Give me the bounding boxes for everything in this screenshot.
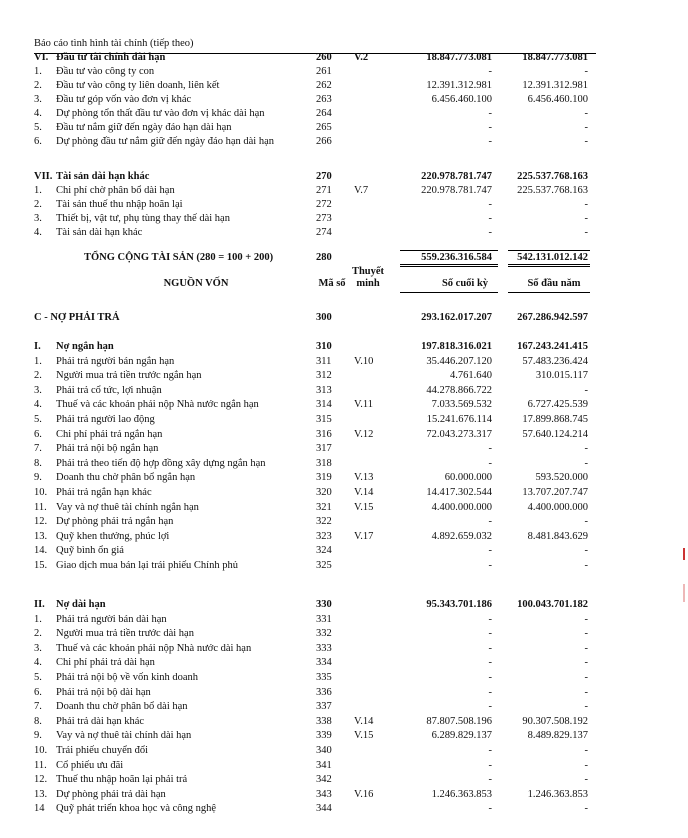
row-note: V.16 — [354, 788, 374, 800]
row-note: V.11 — [354, 399, 373, 411]
row-code: 321 — [316, 501, 332, 513]
table-row — [0, 107, 688, 121]
column-header-code: Mã số — [318, 278, 346, 289]
row-code: 319 — [316, 472, 332, 484]
row-label: Thiết bị, vật tư, phụ tùng thay thế dài hạn — [56, 213, 230, 224]
row-value-end: 6.456.460.100 — [431, 94, 492, 105]
table-row — [0, 384, 688, 398]
row-code: 337 — [316, 701, 332, 713]
row-number: 2. — [34, 80, 42, 91]
table-row — [0, 212, 688, 226]
row-code: 272 — [316, 199, 332, 210]
table-row — [0, 369, 688, 383]
table-row — [0, 79, 688, 93]
row-value-end: 44.278.866.722 — [426, 384, 492, 396]
row-value-end: 4.892.659.032 — [431, 530, 492, 542]
row-code: 344 — [316, 803, 332, 815]
row-value-begin: 310.015.117 — [535, 370, 588, 382]
table-row — [0, 613, 688, 627]
row-value-begin: - — [584, 774, 588, 786]
table-row — [0, 729, 688, 743]
row-code: 325 — [316, 560, 332, 571]
row-code: 311 — [316, 355, 332, 367]
row-value-end: - — [488, 443, 492, 455]
row-number: I. — [34, 341, 41, 352]
column-header-end: Số cuối kỳ — [441, 278, 489, 289]
row-value-begin: - — [584, 759, 588, 771]
row-value-end: - — [488, 672, 492, 683]
row-label: Thuế và các khoản phải nộp Nhà nước dài hạn — [56, 642, 252, 654]
row-value-end: 4.400.000.000 — [431, 501, 492, 513]
row-value-begin: - — [584, 136, 588, 147]
row-label: Quỹ phát triển khoa học và công nghệ — [56, 803, 217, 815]
row-value-begin: - — [584, 545, 588, 557]
row-value-begin: 12.391.312.981 — [522, 80, 588, 91]
row-number: 10. — [34, 745, 48, 756]
row-label: Chi phí phải trả dài hạn — [56, 657, 155, 669]
row-value-begin: 225.537.768.163 — [517, 185, 588, 196]
table-row — [0, 457, 688, 471]
row-code: 330 — [316, 599, 332, 610]
total-double-rule-begin — [508, 264, 590, 267]
row-code: 340 — [316, 745, 332, 756]
row-label: Dự phòng phải trả ngắn hạn — [56, 516, 174, 528]
row-number: 6. — [34, 686, 42, 698]
row-label: Phải trả cổ tức, lợi nhuận — [56, 384, 162, 396]
row-value-begin: - — [584, 516, 588, 528]
row-value-end: - — [488, 227, 492, 238]
row-value-end: 197.818.316.021 — [421, 341, 492, 352]
row-number: 11. — [34, 501, 47, 513]
row-number: 4. — [34, 108, 42, 119]
row-number: 4. — [34, 227, 42, 238]
row-label: Đầu tư nắm giữ đến ngày đáo hạn dài hạn — [56, 122, 232, 133]
row-number: 3. — [34, 213, 42, 224]
row-code: 317 — [316, 443, 332, 455]
row-number: 1. — [34, 355, 42, 367]
row-value-begin: 100.043.701.182 — [517, 599, 588, 610]
liabilities-begin: 267.286.942.597 — [517, 312, 588, 323]
row-label: Đầu tư vào công ty con — [56, 66, 155, 77]
row-number: 9. — [34, 730, 42, 742]
row-value-end: - — [488, 701, 492, 713]
row-note: V.10 — [354, 355, 374, 367]
table-row — [0, 744, 688, 758]
row-number: 6. — [34, 428, 42, 440]
row-number: 15. — [34, 560, 48, 571]
row-label: Dự phòng đầu tư nắm giữ đến ngày đáo hạn dài hạn — [56, 136, 274, 147]
row-label: Phải trả nội bộ ngắn hạn — [56, 443, 159, 455]
row-value-begin: 17.899.868.745 — [522, 414, 588, 425]
row-value-begin: - — [584, 803, 588, 815]
table-row — [0, 65, 688, 79]
row-value-begin: 8.481.843.629 — [527, 530, 588, 542]
row-value-begin: - — [584, 701, 588, 713]
row-number: 2. — [34, 628, 42, 640]
table-row — [0, 121, 688, 135]
table-row — [0, 773, 688, 787]
column-header-note-1: Thuyết — [351, 266, 385, 277]
table-row — [0, 559, 688, 573]
row-label: Trái phiếu chuyển đổi — [56, 745, 149, 756]
table-row — [0, 413, 688, 427]
table-row — [0, 715, 688, 729]
row-code: 320 — [316, 487, 332, 498]
row-code: 331 — [316, 613, 332, 625]
row-label: Tài sản dài hạn khác — [56, 227, 143, 238]
table-row — [0, 700, 688, 714]
row-number: 2. — [34, 199, 42, 210]
total-assets-label: TỔNG CỘNG TÀI SẢN (280 = 100 + 200) — [84, 252, 274, 263]
row-number: VII. — [34, 171, 53, 182]
row-number: 4. — [34, 399, 42, 411]
table-row — [0, 501, 688, 515]
row-label: Dự phòng phải trả dài hạn — [56, 788, 166, 800]
row-label: Phải trả người lao động — [56, 414, 155, 425]
row-value-end: 220.978.781.747 — [421, 171, 492, 182]
row-value-begin: - — [584, 199, 588, 210]
row-value-end: 18.847.773.081 — [426, 52, 492, 63]
liabilities-row — [0, 311, 688, 325]
row-value-end: 6.289.829.137 — [431, 730, 492, 742]
row-number: 14. — [34, 545, 48, 557]
row-code: 314 — [316, 399, 332, 411]
row-number: 7. — [34, 443, 42, 455]
table-row — [0, 802, 688, 816]
row-value-begin: 13.707.207.747 — [522, 487, 588, 498]
row-code: 274 — [316, 227, 332, 238]
total-assets-row — [0, 251, 688, 265]
liabilities-code: 300 — [316, 312, 332, 323]
row-code: 262 — [316, 80, 332, 91]
row-value-end: 72.043.273.317 — [426, 428, 492, 440]
row-value-end: - — [488, 136, 492, 147]
row-value-end: 95.343.701.186 — [426, 599, 492, 610]
row-code: 270 — [316, 171, 332, 182]
row-label: Phải trả người bán dài hạn — [56, 613, 167, 625]
table-row — [0, 51, 688, 65]
row-value-begin: 90.307.508.192 — [522, 715, 588, 727]
row-label: Người mua trả tiền trước dài hạn — [56, 628, 194, 640]
row-value-end: - — [488, 745, 492, 756]
row-value-begin: - — [584, 745, 588, 756]
margin-mark — [683, 548, 685, 560]
row-value-end: 7.033.569.532 — [431, 399, 492, 411]
row-value-end: 35.446.207.120 — [426, 355, 492, 367]
row-value-begin: 18.847.773.081 — [522, 52, 588, 63]
row-label: Tài sản thuế thu nhập hoãn lại — [56, 199, 183, 210]
row-code: 263 — [316, 94, 332, 105]
row-value-begin: - — [584, 560, 588, 571]
row-note: V.17 — [354, 530, 374, 542]
row-code: 336 — [316, 686, 332, 698]
row-number: 14 — [34, 803, 45, 815]
row-number: 1. — [34, 66, 42, 77]
row-number: 3. — [34, 642, 42, 654]
row-label: Quỹ khen thưởng, phúc lợi — [56, 530, 170, 542]
row-code: 322 — [316, 516, 332, 528]
table-row — [0, 788, 688, 802]
table-row — [0, 759, 688, 773]
row-code: 261 — [316, 66, 332, 77]
row-value-end: - — [488, 613, 492, 625]
table-row — [0, 598, 688, 612]
row-value-begin: - — [584, 613, 588, 625]
row-code: 264 — [316, 108, 332, 119]
row-value-begin: 225.537.768.163 — [517, 171, 588, 182]
column-header-rule-begin — [508, 292, 590, 293]
row-label: Giao dịch mua bán lại trái phiếu Chính phủ — [56, 560, 238, 571]
row-value-end: - — [488, 803, 492, 815]
row-value-begin: - — [584, 384, 588, 396]
row-label: Phải trả ngắn hạn khác — [56, 487, 152, 498]
row-value-end: - — [488, 457, 492, 469]
column-header-begin: Số đầu năm — [527, 278, 581, 289]
row-code: 341 — [316, 759, 332, 771]
margin-mark — [683, 584, 685, 602]
row-label: Cổ phiếu ưu đãi — [56, 759, 124, 771]
row-value-end: - — [488, 213, 492, 224]
row-note: V.14 — [354, 487, 374, 498]
column-header-note-2: minh — [356, 278, 380, 289]
row-note: V.2 — [354, 52, 369, 63]
table-row — [0, 340, 688, 354]
row-number: 3. — [34, 94, 42, 105]
row-value-begin: - — [584, 213, 588, 224]
row-number: 10. — [34, 487, 48, 498]
row-label: Phải trả nội bộ về vốn kinh doanh — [56, 672, 199, 683]
row-code: 265 — [316, 122, 332, 133]
table-row — [0, 398, 688, 412]
row-value-begin: - — [584, 628, 588, 640]
row-label: Nợ dài hạn — [56, 599, 106, 610]
row-number: 5. — [34, 122, 42, 133]
row-code: 271 — [316, 185, 332, 196]
row-value-begin: 57.483.236.424 — [522, 355, 588, 367]
row-label: Đầu tư góp vốn vào đơn vị khác — [56, 94, 192, 105]
table-row — [0, 442, 688, 456]
row-value-end: 220.978.781.747 — [421, 185, 492, 196]
row-value-begin: 57.640.124.214 — [522, 428, 588, 440]
row-number: 13. — [34, 788, 48, 800]
row-value-end: 4.761.640 — [450, 370, 492, 382]
row-label: Thuế thu nhập hoãn lại phải trả — [56, 774, 188, 786]
row-code: 343 — [316, 788, 332, 800]
row-code: 338 — [316, 715, 332, 727]
row-number: 4. — [34, 657, 42, 669]
table-row — [0, 627, 688, 641]
row-label: Chi phí chờ phân bổ dài hạn — [56, 185, 175, 196]
row-value-begin: - — [584, 642, 588, 654]
table-row — [0, 355, 688, 369]
table-row — [0, 544, 688, 558]
total-rule-begin — [508, 250, 590, 251]
total-assets-begin: 542.131.012.142 — [517, 252, 588, 263]
row-code: 260 — [316, 52, 332, 63]
row-value-end: 1.246.363.853 — [431, 788, 492, 800]
row-code: 315 — [316, 414, 332, 425]
row-code: 273 — [316, 213, 332, 224]
row-label: Đầu tư tài chính dài hạn — [56, 52, 166, 63]
row-code: 266 — [316, 136, 332, 147]
row-note: V.13 — [354, 472, 374, 484]
row-value-begin: - — [584, 686, 588, 698]
row-number: 12. — [34, 516, 48, 528]
table-row — [0, 486, 688, 500]
table-row — [0, 530, 688, 544]
row-label: Phải trả nội bộ dài hạn — [56, 686, 151, 698]
table-row — [0, 170, 688, 184]
table-row — [0, 642, 688, 656]
row-label: Vay và nợ thuê tài chính ngắn hạn — [56, 501, 199, 513]
row-label: Phải trả theo tiến độ hợp đồng xây dựng ngắn hạn — [56, 457, 266, 469]
total-assets-code: 280 — [316, 252, 332, 263]
row-note: V.12 — [354, 428, 374, 440]
row-value-begin: 8.489.829.137 — [527, 730, 588, 742]
row-code: 316 — [316, 428, 332, 440]
row-number: 8. — [34, 457, 42, 469]
row-note: V.15 — [354, 501, 374, 513]
table-row — [0, 671, 688, 685]
row-note: V.7 — [354, 185, 369, 196]
row-value-end: - — [488, 774, 492, 786]
row-number: 8. — [34, 715, 42, 727]
row-value-begin: 6.456.460.100 — [527, 94, 588, 105]
row-value-begin: 167.243.241.415 — [517, 341, 588, 352]
row-label: Phải trả dài hạn khác — [56, 715, 145, 727]
table-row — [0, 135, 688, 149]
column-header-rule-end — [400, 292, 498, 293]
table-row — [0, 226, 688, 240]
table-row — [0, 656, 688, 670]
table-row — [0, 198, 688, 212]
row-value-end: - — [488, 560, 492, 571]
row-label: Dự phòng tổn thất đầu tư vào đơn vị khác dài hạn — [56, 108, 265, 119]
row-value-end: - — [488, 657, 492, 669]
row-value-end: - — [488, 759, 492, 771]
row-value-begin: 1.246.363.853 — [527, 788, 588, 800]
row-label: Quỹ bình ổn giá — [56, 545, 124, 557]
row-code: 312 — [316, 370, 332, 382]
row-value-begin: - — [584, 108, 588, 119]
row-value-begin: - — [584, 657, 588, 669]
row-value-end: - — [488, 686, 492, 698]
row-label: Thuế và các khoản phải nộp Nhà nước ngắn hạn — [56, 399, 259, 411]
row-value-begin: - — [584, 672, 588, 683]
row-code: 323 — [316, 530, 332, 542]
row-value-begin: - — [584, 66, 588, 77]
row-label: Doanh thu chờ phân bổ ngắn hạn — [56, 472, 196, 484]
total-assets-end: 559.236.316.584 — [421, 252, 492, 263]
row-value-end: - — [488, 516, 492, 528]
row-code: 310 — [316, 341, 332, 352]
row-value-end: - — [488, 108, 492, 119]
table-row — [0, 686, 688, 700]
row-code: 339 — [316, 730, 332, 742]
row-number: 9. — [34, 472, 42, 484]
row-code: 313 — [316, 384, 332, 396]
table-row — [0, 93, 688, 107]
row-value-end: 60.000.000 — [444, 472, 492, 484]
row-value-end: - — [488, 199, 492, 210]
row-number: 5. — [34, 414, 42, 425]
row-value-end: 14.417.302.544 — [426, 487, 492, 498]
row-number: 12. — [34, 774, 48, 786]
row-value-begin: - — [584, 443, 588, 455]
table-row — [0, 515, 688, 529]
row-value-end: 12.391.312.981 — [426, 80, 492, 91]
row-label: Người mua trả tiền trước ngắn hạn — [56, 370, 202, 382]
row-code: 318 — [316, 457, 332, 469]
row-label: Nợ ngắn hạn — [56, 341, 114, 352]
row-value-end: - — [488, 628, 492, 640]
row-number: 1. — [34, 613, 42, 625]
row-number: 7. — [34, 701, 42, 713]
liabilities-label: C - NỢ PHẢI TRẢ — [34, 312, 120, 323]
row-value-end: - — [488, 545, 492, 557]
row-code: 333 — [316, 642, 332, 654]
row-number: II. — [34, 599, 45, 610]
row-number: 11. — [34, 759, 47, 771]
row-value-end: - — [488, 66, 492, 77]
row-note: V.15 — [354, 730, 374, 742]
row-label: Doanh thu chờ phân bổ dài hạn — [56, 701, 188, 713]
row-note: V.14 — [354, 715, 374, 727]
row-value-end: - — [488, 122, 492, 133]
row-value-begin: - — [584, 227, 588, 238]
total-double-rule-end — [400, 264, 498, 267]
row-value-begin: - — [584, 457, 588, 469]
row-code: 334 — [316, 657, 332, 669]
column-header-source: NGUỒN VỐN — [163, 278, 229, 289]
liabilities-end: 293.162.017.207 — [421, 312, 492, 323]
row-value-end: 15.241.676.114 — [426, 414, 492, 425]
row-number: 1. — [34, 185, 42, 196]
total-rule-end — [400, 250, 498, 251]
row-value-begin: - — [584, 122, 588, 133]
table-row — [0, 471, 688, 485]
row-value-begin: 6.727.425.539 — [527, 399, 588, 411]
row-number: 2. — [34, 370, 42, 382]
row-label: Đầu tư vào công ty liên doanh, liên kết — [56, 80, 220, 91]
table-row — [0, 428, 688, 442]
row-number: 6. — [34, 136, 42, 147]
row-value-end: 87.807.508.196 — [426, 715, 492, 727]
row-value-end: - — [488, 642, 492, 654]
row-code: 332 — [316, 628, 332, 640]
row-code: 324 — [316, 545, 332, 557]
row-code: 335 — [316, 672, 332, 683]
row-label: Vay và nợ thuê tài chính dài hạn — [56, 730, 192, 742]
row-code: 342 — [316, 774, 332, 786]
row-value-begin: 593.520.000 — [535, 472, 588, 484]
row-number: 5. — [34, 672, 42, 683]
row-label: Phải trả người bán ngắn hạn — [56, 355, 175, 367]
row-number: 3. — [34, 384, 42, 396]
row-value-begin: 4.400.000.000 — [527, 501, 588, 513]
row-number: VI. — [34, 52, 49, 63]
row-number: 13. — [34, 530, 48, 542]
report-header: Báo cáo tình hình tài chính (tiếp theo) — [34, 38, 194, 49]
table-row — [0, 184, 688, 198]
row-label: Tài sản dài hạn khác — [56, 171, 150, 182]
row-label: Chi phí phải trả ngắn hạn — [56, 428, 163, 440]
